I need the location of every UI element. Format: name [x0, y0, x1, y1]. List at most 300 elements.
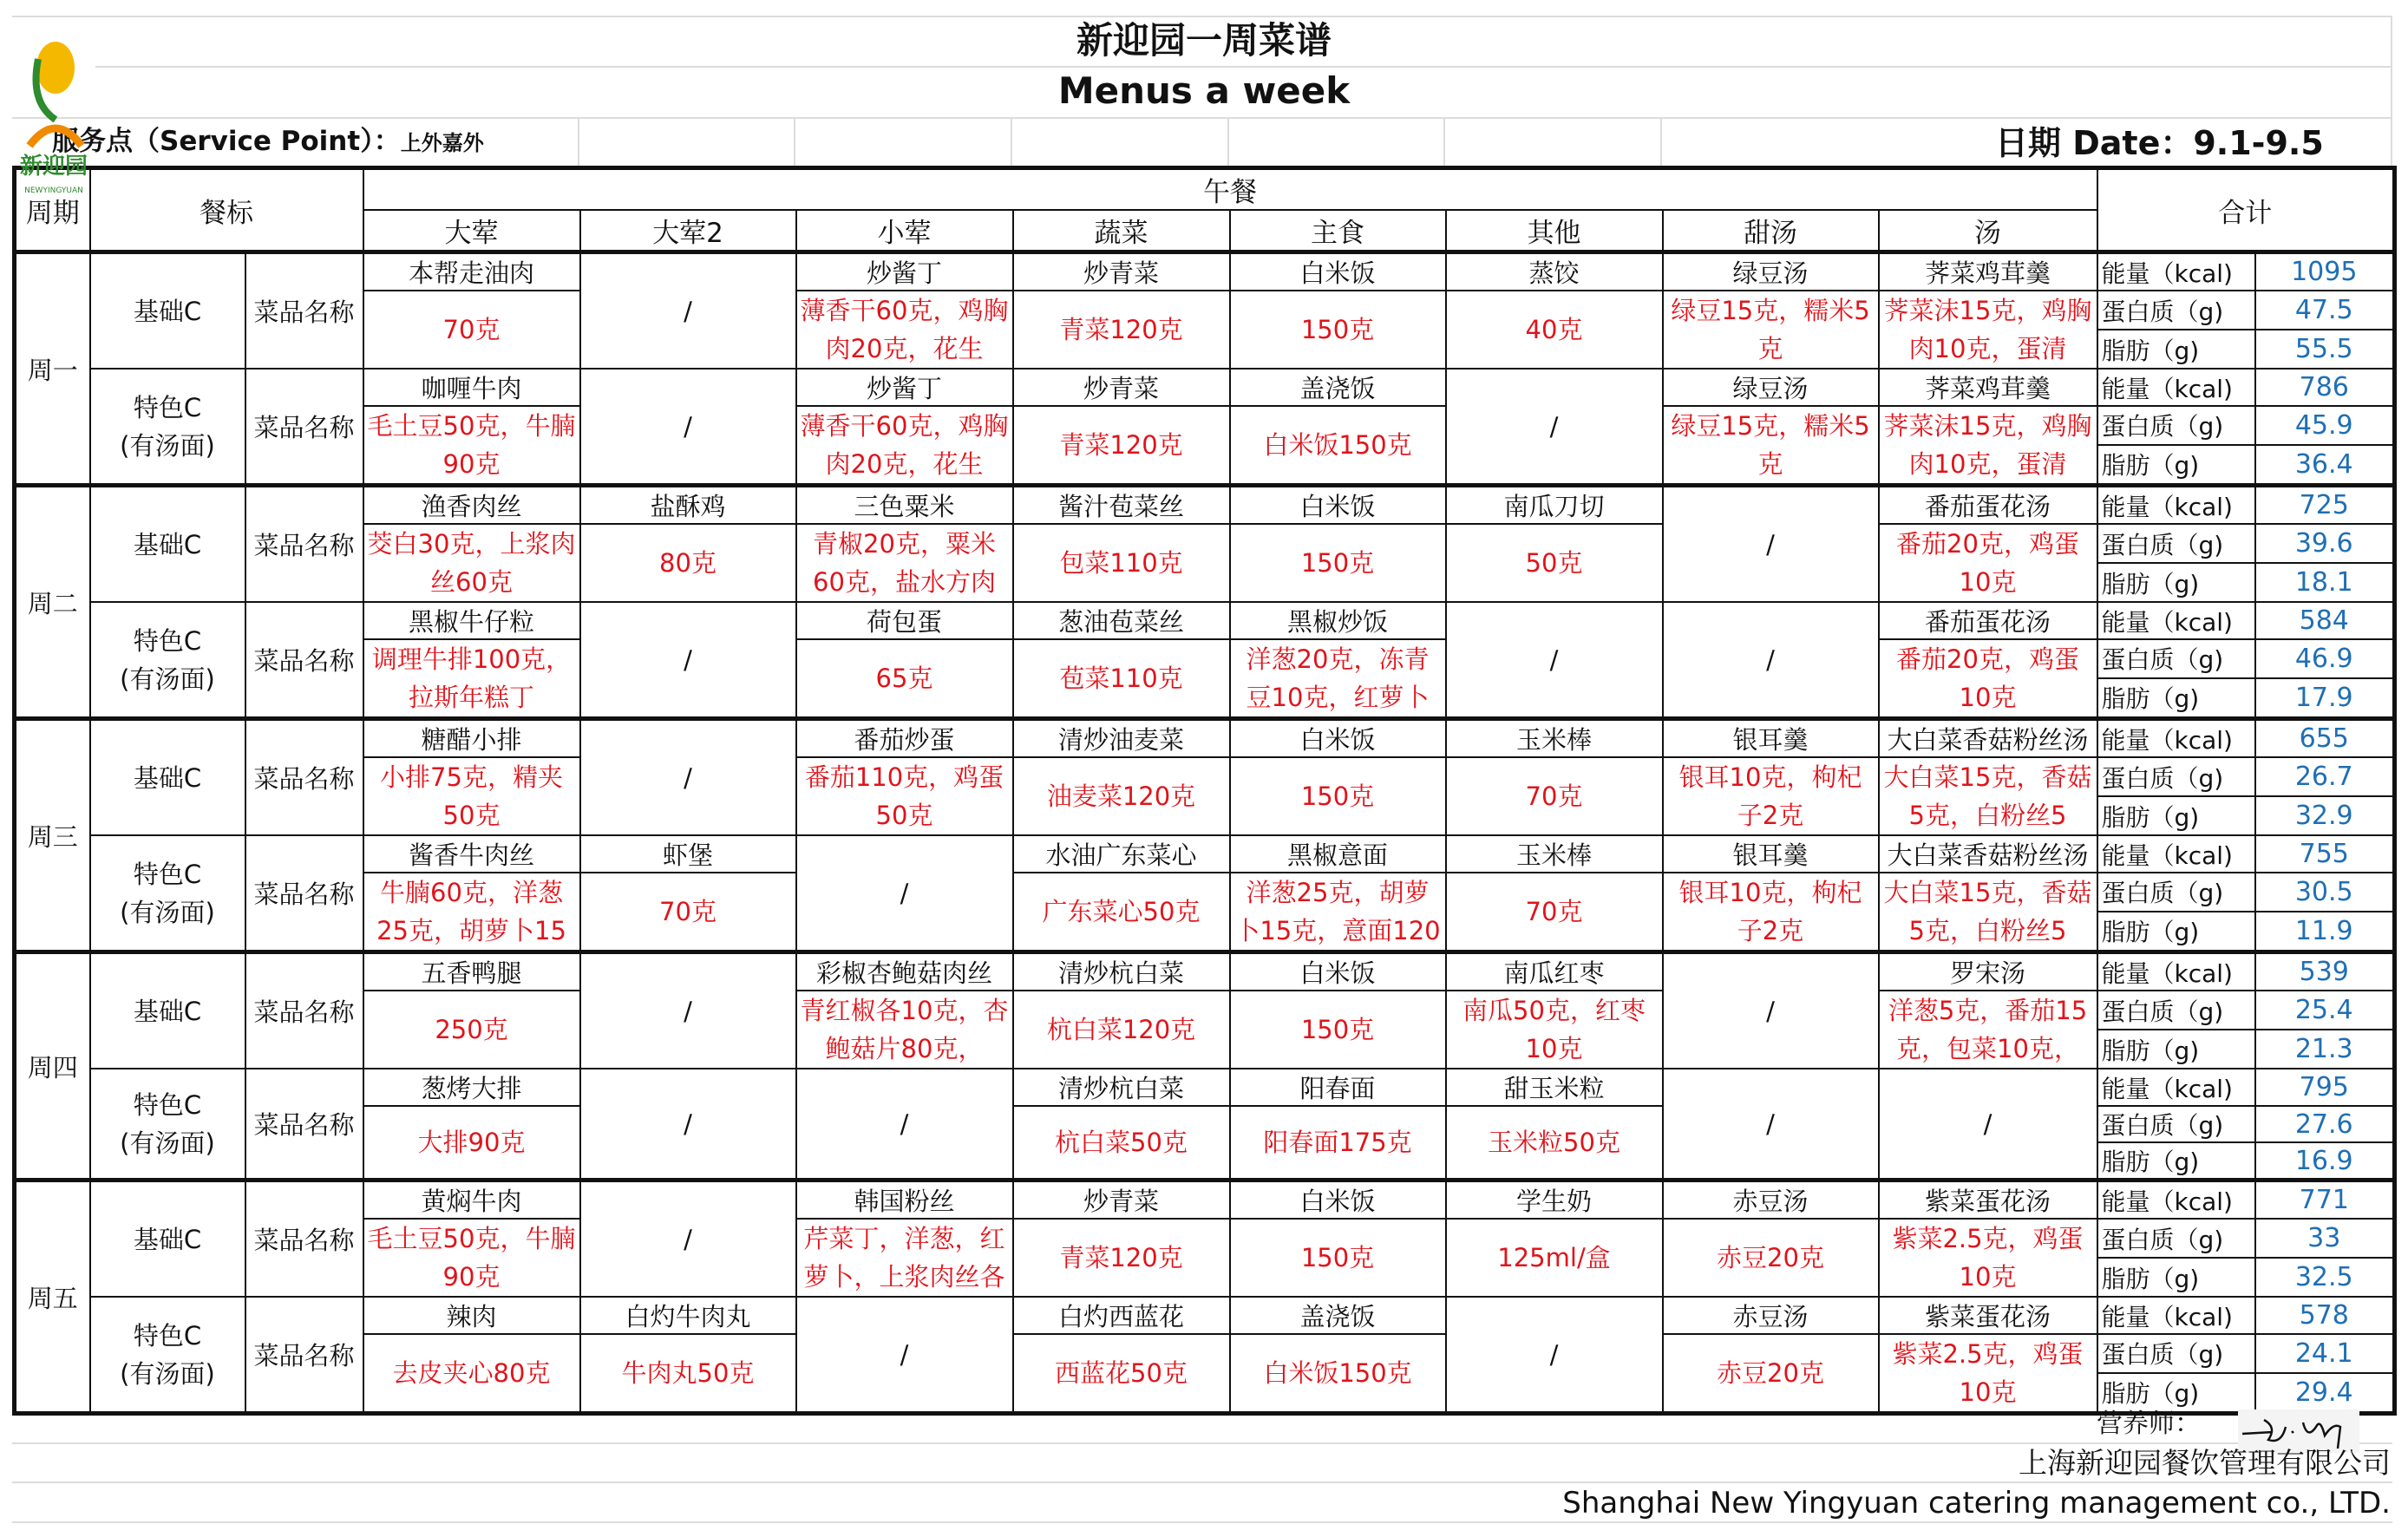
nutrition-label: 脂肪（g) — [2097, 563, 2255, 602]
table-row — [15, 639, 2395, 678]
meal-tag-text: 特色C — [133, 392, 202, 422]
nutrition-label: 能量（kcal) — [2097, 369, 2255, 406]
header-dish-column: 甜汤 — [1663, 210, 1879, 252]
nutrition-value: 584 — [2255, 602, 2395, 639]
dish-name: 南瓜刀切 — [1446, 486, 1663, 525]
dish-ingredients-text: 阳春面175克 — [1263, 1128, 1412, 1157]
dish-name: 黄焖牛肉 — [363, 1181, 580, 1220]
dish-ingredients — [1663, 1334, 1879, 1414]
gridline — [1660, 117, 1662, 166]
nutrition-value: 771 — [2255, 1181, 2395, 1220]
nutritionist-label: 营养师： — [2097, 1409, 2201, 1439]
dish-ingredients-text: 广东菜心50克 — [1042, 897, 1201, 926]
dish-ingredients — [1446, 524, 1663, 602]
nutrition-value: 32.9 — [2255, 796, 2395, 835]
nutrition-value: 795 — [2255, 1069, 2395, 1106]
dish-ingredients — [1230, 1334, 1446, 1414]
dish-ingredients — [363, 406, 580, 486]
meal-tag — [90, 1181, 245, 1298]
nutrition-label: 能量（kcal) — [2097, 835, 2255, 873]
dish-ingredients — [1013, 1106, 1230, 1181]
dish-ingredients — [363, 1219, 580, 1297]
dish-ingredients-text: 毛土豆50克，牛腩90克 — [367, 411, 576, 479]
dish-ingredients — [363, 524, 580, 602]
dish-ingredients — [1230, 639, 1446, 719]
day-label: 周四 — [15, 952, 90, 1181]
dish-ingredients — [1230, 406, 1446, 486]
dish-ingredients — [796, 757, 1013, 835]
empty-dish-cell: / — [1446, 1297, 1663, 1414]
dish-name: 番茄蛋花汤 — [1879, 602, 2097, 639]
dish-name: 南瓜红枣 — [1446, 952, 1663, 991]
dish-name: 大白菜香菇粉丝汤 — [1879, 719, 2097, 758]
dish-ingredients-text: 杭白菜50克 — [1055, 1128, 1188, 1157]
header-dish-column: 大荤 — [363, 210, 580, 252]
dish-ingredients — [1879, 524, 2097, 602]
dish-name: 黑椒意面 — [1230, 835, 1446, 873]
dish-name: 蒸饺 — [1446, 252, 1663, 291]
meal-tag-text: 基础C — [133, 529, 202, 559]
nutrition-label: 能量（kcal) — [2097, 952, 2255, 991]
table-row — [15, 1181, 2395, 1220]
dish-ingredients-text: 青椒20克，粟米60克，盐水方肉 — [813, 529, 996, 597]
dish-ingredients — [363, 757, 580, 835]
meal-tag-note: (有汤面) — [120, 1358, 215, 1389]
nutrition-value: 47.5 — [2255, 291, 2395, 330]
nutrition-label: 脂肪（g) — [2097, 796, 2255, 835]
dish-name-label: 菜品名称 — [245, 835, 363, 952]
empty-dish-cell: / — [796, 1297, 1013, 1414]
dish-name: 韩国粉丝 — [796, 1181, 1013, 1220]
dish-ingredients — [1230, 1219, 1446, 1297]
dish-ingredients-text: 绿豆15克，糯米5克 — [1671, 411, 1870, 479]
dish-name: 番茄蛋花汤 — [1879, 486, 2097, 525]
dish-name: 绿豆汤 — [1663, 369, 1879, 406]
dish-ingredients-text: 荠菜沫15克，鸡胸肉10克，蛋清 — [1883, 296, 2092, 363]
service-point-value: 上外嘉外 — [400, 131, 484, 155]
dish-name: 赤豆汤 — [1663, 1297, 1879, 1334]
dish-ingredients-text: 70克 — [1525, 782, 1583, 811]
dish-ingredients — [1013, 639, 1230, 719]
day-label: 周一 — [15, 252, 90, 486]
meal-tag — [90, 1069, 245, 1181]
table-row — [15, 486, 2395, 525]
table-row — [15, 835, 2395, 873]
nutrition-value: 25.4 — [2255, 991, 2395, 1030]
dish-ingredients-text: 70克 — [659, 897, 717, 926]
dish-ingredients — [363, 291, 580, 369]
dish-name: 盐酥鸡 — [580, 486, 796, 525]
dish-name: 清炒杭白菜 — [1013, 1069, 1230, 1106]
dish-ingredients-text: 青菜120克 — [1059, 1243, 1183, 1272]
meal-tag — [90, 1297, 245, 1414]
dish-ingredients-text: 150克 — [1300, 782, 1375, 811]
nutrition-label: 蛋白质（g) — [2097, 873, 2255, 912]
dish-ingredients — [1879, 291, 2097, 369]
dish-ingredients — [1446, 291, 1663, 369]
dish-ingredients-text: 油麦菜120克 — [1046, 782, 1196, 811]
dish-ingredients — [796, 639, 1013, 719]
empty-dish-cell: / — [1663, 1069, 1879, 1181]
dish-name: 渔香肉丝 — [363, 486, 580, 525]
dish-name: 黑椒炒饭 — [1230, 602, 1446, 639]
nutrition-label: 能量（kcal) — [2097, 1297, 2255, 1334]
dish-name-label: 菜品名称 — [245, 252, 363, 370]
meal-tag-text: 基础C — [133, 762, 202, 793]
dish-ingredients-text: 绿豆15克，糯米5克 — [1671, 296, 1870, 363]
meal-tag — [90, 835, 245, 952]
nutrition-label: 蛋白质（g) — [2097, 1106, 2255, 1142]
table-row — [15, 406, 2395, 445]
nutrition-label: 能量（kcal) — [2097, 1181, 2255, 1220]
dish-name: 白米饭 — [1230, 252, 1446, 291]
dish-ingredients-text: 青红椒各10克，杏鲍菇片80克， — [800, 996, 1009, 1063]
dish-name: 咖喱牛肉 — [363, 369, 580, 406]
dish-ingredients-text: 番茄20克，鸡蛋10克 — [1896, 529, 2079, 597]
dish-name: 炒酱丁 — [796, 369, 1013, 406]
meal-tag-text: 基础C — [133, 1224, 202, 1254]
table-row — [15, 524, 2395, 563]
header-total: 合计 — [2097, 168, 2395, 252]
dish-ingredients — [796, 524, 1013, 602]
dish-ingredients-text: 去皮夹心80克 — [392, 1358, 551, 1388]
dish-name-label: 菜品名称 — [245, 719, 363, 836]
dish-ingredients-text: 青菜120克 — [1059, 430, 1183, 460]
dish-name: 白米饭 — [1230, 719, 1446, 758]
day-label: 周五 — [15, 1181, 90, 1414]
dish-ingredients — [1446, 1219, 1663, 1297]
nutrition-value: 21.3 — [2255, 1030, 2395, 1069]
meal-tag — [90, 252, 245, 370]
page-subtitle: Menus a week — [1057, 69, 1351, 112]
dish-ingredients — [1230, 757, 1446, 835]
dish-name: 学生奶 — [1446, 1181, 1663, 1220]
header-meal-tag: 餐标 — [90, 168, 363, 252]
nutrition-value: 26.7 — [2255, 757, 2395, 796]
dish-ingredients-text: 大白菜15克，香菇5克，白粉丝5 — [1883, 878, 2092, 945]
empty-dish-cell: / — [1663, 486, 1879, 603]
dish-ingredients — [1663, 291, 1879, 369]
nutrition-label: 蛋白质（g) — [2097, 524, 2255, 563]
meal-tag — [90, 369, 245, 486]
meal-tag — [90, 719, 245, 836]
nutrition-value: 45.9 — [2255, 406, 2395, 445]
meal-tag-text: 特色C — [133, 1089, 202, 1120]
nutrition-label: 能量（kcal) — [2097, 1069, 2255, 1106]
dish-name: 彩椒杏鲍菇肉丝 — [796, 952, 1013, 991]
dish-name-label: 菜品名称 — [245, 1297, 363, 1414]
page-title: 新迎园一周菜谱 — [1076, 19, 1332, 62]
gridline — [1011, 117, 1012, 166]
dish-name: 五香鸭腿 — [363, 952, 580, 991]
meal-tag-note: (有汤面) — [120, 897, 215, 927]
company-logo — [12, 24, 95, 198]
nutrition-value: 55.5 — [2255, 330, 2395, 369]
nutrition-label: 蛋白质（g) — [2097, 1334, 2255, 1373]
dish-ingredients-text: 杭白菜120克 — [1046, 1015, 1196, 1044]
dish-ingredients-text: 40克 — [1525, 315, 1583, 344]
empty-dish-cell: / — [796, 1069, 1013, 1181]
dish-ingredients-text: 玉米粒50克 — [1488, 1128, 1620, 1157]
empty-dish-cell: / — [1446, 369, 1663, 486]
dish-ingredients-text: 毛土豆50克，牛腩90克 — [367, 1224, 576, 1292]
dish-ingredients — [1879, 639, 2097, 719]
table-row — [15, 369, 2395, 406]
dish-name: 白米饭 — [1230, 1181, 1446, 1220]
dish-ingredients — [1879, 991, 2097, 1069]
dish-ingredients — [1879, 1219, 2097, 1297]
nutrition-label: 脂肪（g) — [2097, 1030, 2255, 1069]
dish-ingredients — [1663, 873, 1879, 952]
table-row — [15, 991, 2395, 1030]
gridline — [1443, 117, 1445, 166]
dish-ingredients-text: 70克 — [1525, 897, 1583, 926]
day-label: 周二 — [15, 486, 90, 719]
nutrition-value: 539 — [2255, 952, 2395, 991]
dish-ingredients-text: 150克 — [1300, 548, 1375, 578]
dish-name: 玉米棒 — [1446, 719, 1663, 758]
dish-ingredients — [1879, 406, 2097, 486]
dish-name: 炒青菜 — [1013, 252, 1230, 291]
dish-ingredients — [363, 1106, 580, 1181]
nutrition-value: 46.9 — [2255, 639, 2395, 678]
dish-ingredients — [1013, 291, 1230, 369]
dish-name: 白灼西蓝花 — [1013, 1297, 1230, 1334]
dish-name-label: 菜品名称 — [245, 1181, 363, 1298]
menu-table — [12, 166, 2397, 1416]
dish-name: 葱烤大排 — [363, 1069, 580, 1106]
nutrition-value: 655 — [2255, 719, 2395, 758]
dish-ingredients-text: 150克 — [1300, 315, 1375, 344]
nutrition-label: 脂肪（g) — [2097, 912, 2255, 952]
nutrition-value: 18.1 — [2255, 563, 2395, 602]
dish-name: 盖浇饭 — [1230, 1297, 1446, 1334]
nutrition-value: 30.5 — [2255, 873, 2395, 912]
dish-ingredients-text: 芹菜丁，洋葱，红萝卜，上浆肉丝各 — [803, 1224, 1005, 1292]
table-row — [15, 1334, 2395, 1373]
dish-name: 玉米棒 — [1446, 835, 1663, 873]
empty-dish-cell: / — [796, 835, 1013, 952]
dish-ingredients — [796, 406, 1013, 486]
table-row — [15, 719, 2395, 758]
dish-ingredients-text: 薄香干60克，鸡胸肉20克，花生 — [800, 411, 1009, 479]
dish-ingredients — [1879, 1334, 2097, 1414]
dish-ingredients-text: 白米饭150克 — [1263, 430, 1412, 460]
dish-name-label: 菜品名称 — [245, 952, 363, 1069]
meal-tag-note: (有汤面) — [120, 1128, 215, 1158]
meal-tag-note: (有汤面) — [120, 430, 215, 461]
nutrition-label: 能量（kcal) — [2097, 719, 2255, 758]
dish-name-label: 菜品名称 — [245, 369, 363, 486]
dish-name: 清炒杭白菜 — [1013, 952, 1230, 991]
empty-dish-cell: / — [580, 719, 796, 836]
empty-dish-cell: / — [1663, 602, 1879, 719]
dish-ingredients — [796, 991, 1013, 1069]
dish-ingredients — [1446, 873, 1663, 952]
dish-name-label: 菜品名称 — [245, 602, 363, 719]
gridline — [794, 117, 795, 166]
svg-text:NEWYINGYUAN: NEWYINGYUAN — [24, 186, 83, 195]
table-row — [15, 252, 2395, 291]
table-row — [15, 602, 2395, 639]
dish-ingredients-text: 番茄20克，鸡蛋10克 — [1896, 644, 2079, 712]
empty-dish-cell: / — [1446, 602, 1663, 719]
dish-ingredients — [1663, 1219, 1879, 1297]
dish-name: 水油广东菜心 — [1013, 835, 1230, 873]
dish-name: 银耳羹 — [1663, 835, 1879, 873]
nutrition-value: 578 — [2255, 1297, 2395, 1334]
header-dish-column: 汤 — [1879, 210, 2097, 252]
dish-ingredients-text: 青菜120克 — [1059, 315, 1183, 344]
nutrition-label: 蛋白质（g) — [2097, 639, 2255, 678]
nutrition-label: 脂肪（g) — [2097, 445, 2255, 486]
dish-ingredients — [1446, 1106, 1663, 1181]
dish-ingredients-text: 白米饭150克 — [1263, 1358, 1412, 1388]
meal-tag-text: 基础C — [133, 996, 202, 1026]
nutrition-label: 蛋白质（g) — [2097, 291, 2255, 330]
dish-ingredients-text: 洋葱25克，胡萝卜15克，意面120 — [1234, 878, 1441, 945]
dish-ingredients-text: 包菜110克 — [1059, 548, 1183, 578]
nutrition-label: 脂肪（g) — [2097, 1258, 2255, 1297]
nutrition-value: 27.6 — [2255, 1106, 2395, 1142]
dish-ingredients — [1446, 991, 1663, 1069]
dish-ingredients-text: 125ml/盒 — [1497, 1243, 1611, 1272]
dish-ingredients — [796, 291, 1013, 369]
dish-name-label: 菜品名称 — [245, 1069, 363, 1181]
dish-name: 紫菜蛋花汤 — [1879, 1297, 2097, 1334]
dish-ingredients — [363, 991, 580, 1069]
dish-name: 本帮走油肉 — [363, 252, 580, 291]
dish-ingredients-text: 65克 — [875, 664, 933, 693]
service-point — [52, 120, 484, 165]
dish-name: 盖浇饭 — [1230, 369, 1446, 406]
dish-ingredients-text: 牛肉丸50克 — [621, 1358, 755, 1388]
dish-ingredients — [1013, 757, 1230, 835]
dish-ingredients-text: 洋葱5克，番茄15克，包菜10克， — [1888, 996, 2088, 1063]
dish-ingredients-text: 洋葱20克，冻青豆10克，红萝卜 — [1246, 644, 1430, 712]
nutrition-value: 755 — [2255, 835, 2395, 873]
nutrition-label: 蛋白质（g) — [2097, 1219, 2255, 1258]
empty-dish-cell: / — [580, 952, 796, 1069]
gridline — [578, 117, 579, 166]
nutrition-label: 蛋白质（g) — [2097, 406, 2255, 445]
meal-tag — [90, 486, 245, 603]
gridline — [1227, 117, 1229, 166]
dish-name: 荠菜鸡茸羹 — [1879, 252, 2097, 291]
header-dish-column: 其他 — [1446, 210, 1663, 252]
nutrition-value: 29.4 — [2255, 1373, 2395, 1414]
dish-name: 炒青菜 — [1013, 369, 1230, 406]
dish-ingredients-text: 银耳10克，枸杞子2克 — [1678, 878, 1862, 945]
dish-ingredients-text: 大排90克 — [417, 1128, 526, 1157]
dish-name: 罗宋汤 — [1879, 952, 2097, 991]
nutrition-value: 16.9 — [2255, 1142, 2395, 1181]
dish-ingredients-text: 50克 — [1525, 548, 1583, 578]
nutrition-value: 36.4 — [2255, 445, 2395, 486]
dish-ingredients-text: 250克 — [435, 1015, 508, 1044]
nutrition-label: 脂肪（g) — [2097, 678, 2255, 719]
table-row — [15, 1069, 2395, 1106]
table-row — [15, 1219, 2395, 1258]
dish-ingredients-text: 赤豆20克 — [1717, 1358, 1824, 1388]
dish-name: 紫菜蛋花汤 — [1879, 1181, 2097, 1220]
empty-dish-cell: / — [580, 252, 796, 370]
empty-dish-cell: / — [580, 1069, 796, 1181]
company-name-en: Shanghai New Yingyuan catering management co., LTD. — [1562, 1486, 2391, 1521]
dish-ingredients-text: 150克 — [1300, 1243, 1375, 1272]
dish-ingredients — [1013, 406, 1230, 486]
nutrition-value: 11.9 — [2255, 912, 2395, 952]
nutrition-label: 能量（kcal) — [2097, 602, 2255, 639]
dish-ingredients — [580, 1334, 796, 1414]
nutrition-value: 17.9 — [2255, 678, 2395, 719]
nutrition-value: 39.6 — [2255, 524, 2395, 563]
dish-name: 荷包蛋 — [796, 602, 1013, 639]
empty-dish-cell: / — [580, 1181, 796, 1298]
nutrition-label: 脂肪（g) — [2097, 330, 2255, 369]
dish-name: 清炒油麦菜 — [1013, 719, 1230, 758]
svg-text:新迎园: 新迎园 — [19, 154, 88, 180]
dish-ingredients-text: 150克 — [1300, 1015, 1375, 1044]
dish-ingredients — [1013, 873, 1230, 952]
dish-ingredients — [1013, 1219, 1230, 1297]
dish-ingredients — [580, 524, 796, 602]
nutrition-label: 蛋白质（g) — [2097, 991, 2255, 1030]
service-point-label: 服务点（Service Point）： — [52, 126, 401, 157]
dish-name: 虾堡 — [580, 835, 796, 873]
dish-name: 大白菜香菇粉丝汤 — [1879, 835, 2097, 873]
meal-tag — [90, 952, 245, 1069]
empty-dish-cell: / — [1663, 952, 1879, 1069]
nutrition-value: 1095 — [2255, 252, 2395, 291]
dish-ingredients-text: 小排75克，精夹50克 — [380, 762, 563, 830]
date-range: 日期 Date：9.1-9.5 — [1995, 124, 2324, 162]
meal-tag — [90, 602, 245, 719]
dish-ingredients — [1230, 291, 1446, 369]
header-period: 周期 — [15, 168, 90, 252]
dish-name: 葱油苞菜丝 — [1013, 602, 1230, 639]
nutrition-value: 725 — [2255, 486, 2395, 525]
dish-ingredients-text: 荠菜沫15克，鸡胸肉10克，蛋清 — [1883, 411, 2092, 479]
meal-tag-text: 特色C — [133, 625, 202, 656]
dish-ingredients — [580, 873, 796, 952]
dish-ingredients-text: 大白菜15克，香菇5克，白粉丝5 — [1883, 762, 2092, 830]
dish-name: 白米饭 — [1230, 486, 1446, 525]
dish-ingredients-text: 紫菜2.5克，鸡蛋10克 — [1892, 1224, 2084, 1292]
dish-ingredients — [363, 639, 580, 719]
dish-ingredients-text: 70克 — [442, 315, 501, 344]
dish-name: 辣肉 — [363, 1297, 580, 1334]
dish-name: 银耳羹 — [1663, 719, 1879, 758]
meal-tag-text: 特色C — [133, 1320, 202, 1351]
dish-ingredients — [1013, 1334, 1230, 1414]
dish-name: 糖醋小排 — [363, 719, 580, 758]
dish-ingredients — [1230, 873, 1446, 952]
dish-name: 赤豆汤 — [1663, 1181, 1879, 1220]
nutrition-value: 33 — [2255, 1219, 2395, 1258]
dish-ingredients-text: 南瓜50克，红枣10克 — [1462, 996, 1646, 1063]
nutrition-label: 能量（kcal) — [2097, 252, 2255, 291]
dish-ingredients-text: 银耳10克，枸杞子2克 — [1678, 762, 1862, 830]
dish-ingredients — [363, 1334, 580, 1414]
dish-name: 三色粟米 — [796, 486, 1013, 525]
table-row — [15, 873, 2395, 912]
table-row — [15, 952, 2395, 991]
empty-dish-cell: / — [580, 369, 796, 486]
dish-ingredients-text: 80克 — [659, 548, 717, 578]
dish-ingredients — [1446, 757, 1663, 835]
dish-ingredients — [1879, 757, 2097, 835]
